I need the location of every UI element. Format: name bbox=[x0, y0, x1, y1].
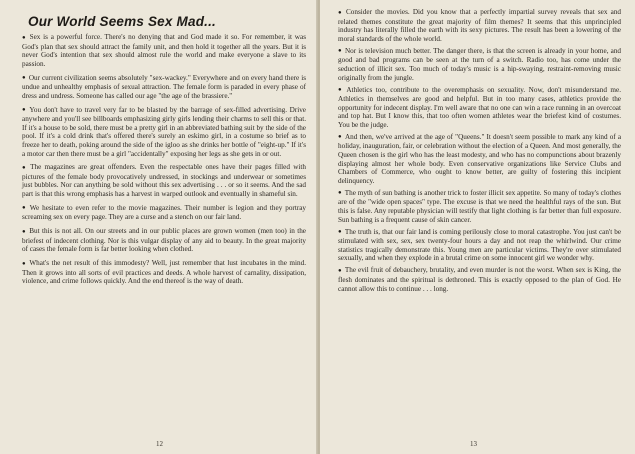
right-page bbox=[320, 0, 635, 454]
bullet-icon: ● bbox=[22, 205, 27, 212]
paragraph: ● The myth of sun bathing is another trick to foster illicit sex appetite. So many of today's clothes are of the "wide open spaces" type. The excuse is that we need the healthful rays of the sun. But this is false. Any reputable physician will testify that light clothing is far better than full exposure. Sun bathing is a frequent cause of skin cancer. bbox=[338, 188, 622, 224]
paragraph: ● The magazines are great offenders. Even the respectable ones have their pages filled with pictures of the female body provocatively undressed, in stockings and underwear or sometimes just bubbles. Nor can anything be sold without this sex advertising . . . or so it seems. And the sad part is that this wrong emphasis has a harvest in warped outlook and eventually in shameful sin. bbox=[22, 163, 306, 199]
page-number: 12 bbox=[156, 440, 163, 448]
bullet-icon: ● bbox=[22, 75, 26, 82]
paragraph: ● We hesitate to even refer to the movie magazines. Their number is legion and they portray screaming sex on every page. They are a curse and a stench on our fair land. bbox=[22, 203, 306, 222]
bullet-icon: ● bbox=[338, 134, 342, 141]
paragraph: ● But this is not all. On our streets and in our public places are grown women (men too) in the briefest of indecent clothing. Nor is this vulgar display of any aid to beauty. In the great majority of cases the female form is far better looking when clothed. bbox=[22, 227, 307, 254]
paragraph: ● Our current civilization seems absolutely "sex-wackey." Everywhere and on every hand there is undue and unhealthy emphasis of sexual attraction. The female form is paraded in every phase of dress and undress. Someone has called our age "the age of the brassiere." bbox=[22, 73, 307, 100]
bullet-icon: ● bbox=[338, 9, 344, 16]
page-title: Our World Seems Sex Mad... bbox=[28, 14, 217, 29]
paragraph: ● Nor is television much better. The danger there, is that the screen is already in your home, and good and bad programs can be seen at the turn of a switch. Radio too, has come under the seduction of illicit sex. Too much of today's music is a hip-swaying, restraint-removing music originally from the jungle. bbox=[338, 46, 621, 82]
bullet-icon: ● bbox=[22, 228, 27, 235]
page-number: 13 bbox=[470, 440, 477, 448]
bullet-icon: ● bbox=[338, 48, 342, 55]
paragraph: ● And then, we've arrived at the age of "Queens." It doesn't seem possible to mark any kind of a holiday, inauguration, fair, or celebration without the election of a Queen. And most generally, the Queen chosen is the girl who has the least modesty, and who has no compunctions about brazenly displaying almost her whole body. Even conservative organizations like Service Clubs and Chambers of Commerce, who ought to know better, are guilty of fostering this incipient delinquency. bbox=[338, 132, 622, 185]
paragraph: ● Consider the movies. Did you know that a perfectly impartial survey reveals that sex and related themes constitute the great majority of film themes? It seems that this unprincipled industry has literally filled the earth with its sexy pictures. The result has been a lowering of the moral standards of the whole world. bbox=[338, 8, 622, 43]
paragraph: ● What's the net result of this immodesty? Well, just remember that lust incubates in the mind. Then it grows into all sorts of evil practices and deeds. A whole harvest of carnality, dissipation, violence, and crime follows quickly. And the end thereof is the way of death. bbox=[22, 259, 306, 286]
bullet-icon: ● bbox=[338, 87, 344, 94]
bullet-icon: ● bbox=[338, 229, 342, 236]
bullet-icon: ● bbox=[338, 190, 342, 197]
bullet-icon: ● bbox=[22, 164, 28, 171]
paragraph: ● The truth is, that our fair land is coming perilously close to moral catastrophe. You just can't be stimulated with sex, sex, sex twenty-four hours a day and not reap the whirlwind. Our crime statistics tragically demonstrate this. Young men are particular victims. They're over stimulated sexually, and when they explode in a brutal crime on some innocent girl we wonder why. bbox=[338, 227, 622, 263]
paragraph: ● You don't have to travel very far to be blasted by the barrage of sex-filled advertising. Drive anywhere and you'll see billboards emphasizing girly girls lending their charms to sell this or that. If it's a house to be sold, there must be a pretty girl in an abbreviated bathing suit by the side of the pool. If it's a cold drink that's offered there's surely an eskimo girl, in a costume so brief as to freeze her to death, poking around the side of the igloo as she drinks her bottle of "eight-up." If it's a motor car then there must be a girl "accidentally" exposing her legs as she gets in or out. bbox=[22, 105, 306, 158]
bullet-icon: ● bbox=[22, 107, 27, 114]
paragraph: ● Athletics too, contribute to the overemphasis on sexuality. Now, don't misunderstand me. Athletics in themselves are good and helpful. But in too many cases, athletics provide the opportunity for indecent display. I'm well aware that no one can win a race running in an overcoat and top hat. But I know this, that too often women athletes wear the briefest kind of costumes. You be the judge. bbox=[338, 85, 622, 129]
bullet-icon: ● bbox=[338, 267, 342, 274]
paragraph: ● The evil fruit of debauchery, brutality, and even murder is not the worst. When sex is King, the flesh dominates and the spiritual is dethroned. This is exactly opposed to the plan of God. He cannot allow this to continue . . . long. bbox=[338, 266, 621, 293]
bullet-icon: ● bbox=[22, 34, 27, 41]
left-paragraph-list bbox=[22, 33, 306, 286]
bullet-icon: ● bbox=[22, 260, 27, 267]
right-paragraph-list bbox=[338, 8, 621, 293]
paragraph: ● Sex is a powerful force. There's no denying that and God made it so. For remember, it was God's plan that sex should attract the family unit, and then hold it together all the years. But it is never God's intention that sex should almost rule the world and make everyone a slave to its passion. bbox=[22, 33, 306, 68]
